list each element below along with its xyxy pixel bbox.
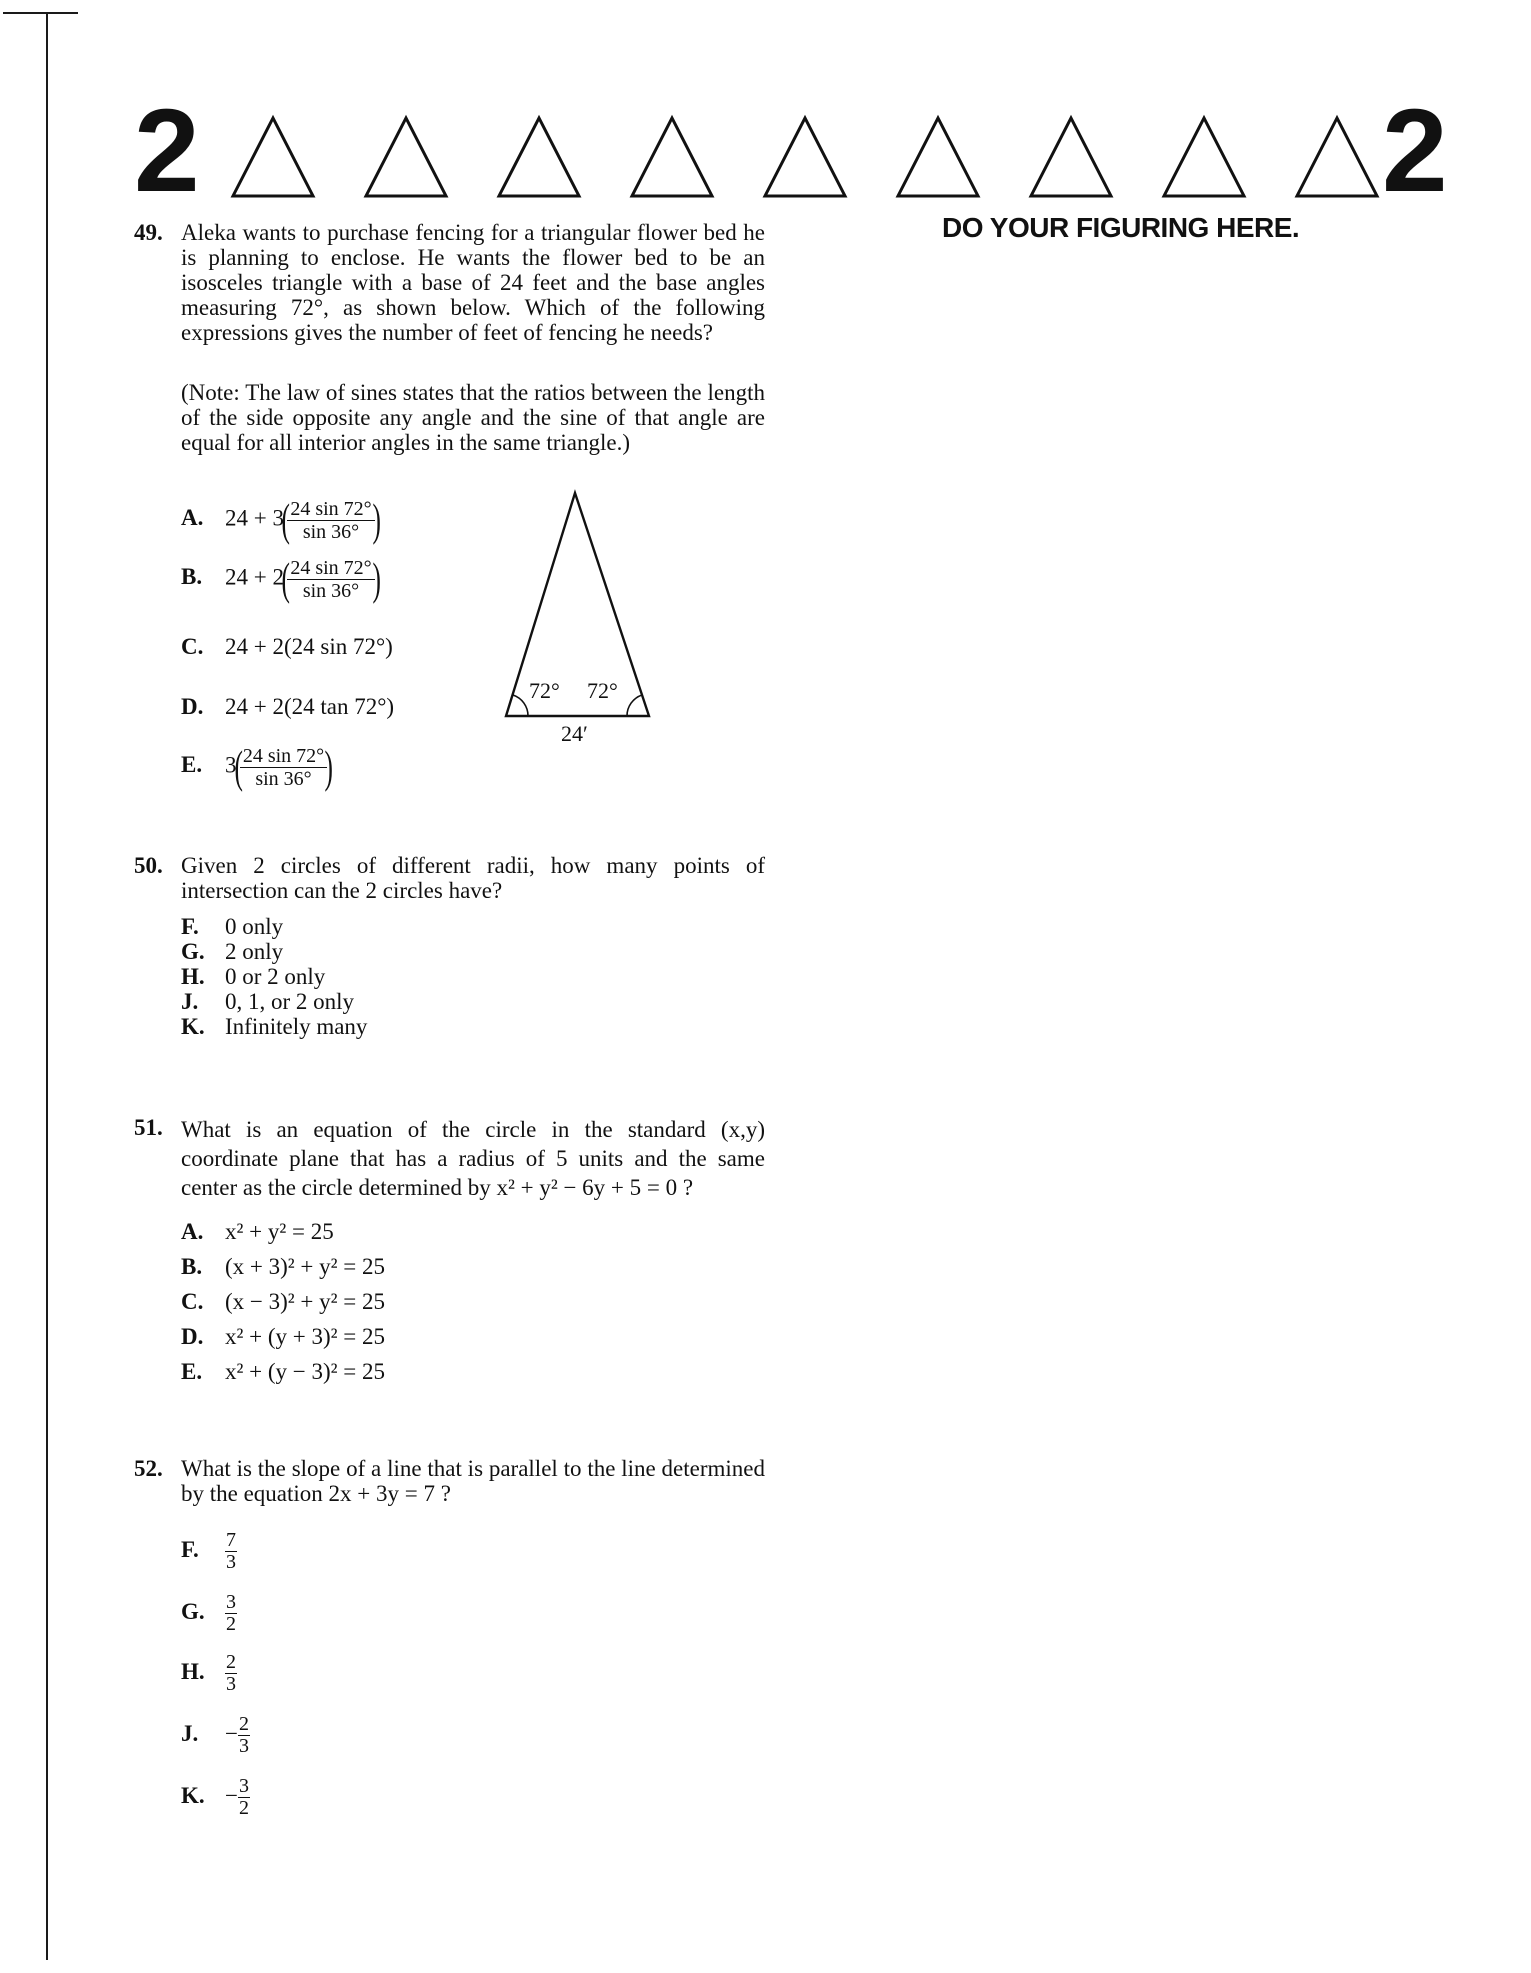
figuring-label: DO YOUR FIGURING HERE. bbox=[942, 212, 1300, 243]
option-49-e[interactable] bbox=[181, 741, 334, 792]
option-label: E. bbox=[181, 1359, 203, 1384]
right-paren: ) bbox=[372, 553, 381, 604]
left-angle-label: 72° bbox=[529, 678, 560, 703]
option-text: 2 only bbox=[225, 939, 284, 964]
fraction-denominator: 2 bbox=[238, 1797, 249, 1819]
fraction-denominator: 3 bbox=[238, 1735, 249, 1757]
option-51-e[interactable] bbox=[181, 1359, 385, 1384]
option-text: 0 or 2 only bbox=[225, 964, 326, 989]
option-text: 0 only bbox=[225, 914, 284, 939]
option-51-c[interactable] bbox=[181, 1289, 385, 1314]
fraction-numerator: 3 bbox=[238, 1775, 249, 1797]
header-triangle-icon bbox=[230, 114, 316, 200]
option-text: (x + 3)² + y² = 25 bbox=[225, 1254, 386, 1279]
option-51-a[interactable] bbox=[181, 1219, 334, 1244]
fraction-denominator: 3 bbox=[226, 1673, 236, 1695]
option-52-k[interactable] bbox=[181, 1776, 250, 1819]
option-text: (x − 3)² + y² = 25 bbox=[225, 1289, 386, 1314]
option-label: J. bbox=[181, 989, 199, 1014]
fraction-numerator: 24 sin 72° bbox=[287, 557, 374, 580]
option-label: B. bbox=[181, 564, 203, 590]
option-50-j[interactable] bbox=[181, 989, 354, 1014]
option-50-k[interactable] bbox=[181, 1014, 367, 1039]
option-fraction bbox=[240, 745, 327, 790]
left-paren: ( bbox=[281, 494, 290, 545]
option-label: G. bbox=[181, 939, 205, 964]
option-fraction bbox=[225, 1530, 237, 1573]
option-label: B. bbox=[181, 1254, 203, 1279]
header-triangle-icon bbox=[895, 114, 981, 200]
option-label: G. bbox=[181, 1598, 205, 1624]
left-angle-arc bbox=[513, 695, 528, 716]
question-49-text: Aleka wants to purchase fencing for a triangular flower bed he is planning to enclose. He wants the flower bed to be an isosceles triangle with a base of 24 feet and the base angles measuring 72°, as shown below. Which of the following expressions gives the number of feet of fencing he needs? bbox=[181, 220, 765, 345]
header-triangle-icon bbox=[363, 114, 449, 200]
option-label: J. bbox=[181, 1720, 199, 1746]
left-margin-line bbox=[46, 12, 48, 1960]
option-52-g[interactable] bbox=[181, 1592, 237, 1635]
isosceles-triangle-figure bbox=[495, 485, 665, 750]
option-label: F. bbox=[181, 1536, 199, 1562]
option-49-c[interactable] bbox=[181, 634, 393, 659]
question-49-number: 49. bbox=[134, 220, 163, 245]
option-label: K. bbox=[181, 1014, 205, 1039]
option-fraction bbox=[238, 1714, 250, 1757]
option-49-a[interactable] bbox=[181, 494, 381, 545]
fraction-numerator: 24 sin 72° bbox=[287, 498, 374, 521]
option-50-h[interactable] bbox=[181, 964, 325, 989]
option-sign: − bbox=[225, 1720, 238, 1746]
option-text: x² + y² = 25 bbox=[225, 1219, 334, 1244]
option-label: H. bbox=[181, 1658, 205, 1684]
base-length-label: 24′ bbox=[561, 721, 588, 746]
option-text: Infinitely many bbox=[225, 1014, 368, 1039]
header-triangle-icon bbox=[1161, 114, 1247, 200]
header-triangle-icon bbox=[629, 114, 715, 200]
header-triangle-icon bbox=[1294, 114, 1380, 200]
option-fraction bbox=[238, 1776, 250, 1819]
option-50-f[interactable] bbox=[181, 914, 283, 939]
option-fraction bbox=[287, 498, 374, 543]
option-label: A. bbox=[181, 505, 204, 531]
option-label: H. bbox=[181, 964, 205, 989]
option-label: E. bbox=[181, 752, 203, 778]
option-fraction bbox=[225, 1592, 237, 1635]
option-52-j[interactable] bbox=[181, 1714, 250, 1757]
option-label: F. bbox=[181, 914, 199, 939]
option-sign: − bbox=[225, 1782, 238, 1808]
option-label: K. bbox=[181, 1782, 205, 1808]
question-50-number: 50. bbox=[134, 853, 163, 878]
option-label: D. bbox=[181, 694, 204, 719]
left-paren: ( bbox=[233, 741, 243, 792]
fraction-denominator: 2 bbox=[226, 1613, 236, 1635]
header-triangle-icon bbox=[762, 114, 848, 200]
option-prefix: 3 bbox=[225, 752, 237, 778]
option-52-h[interactable] bbox=[181, 1652, 237, 1695]
option-label: C. bbox=[181, 634, 204, 659]
option-label: D. bbox=[181, 1324, 204, 1349]
fraction-numerator: 24 sin 72° bbox=[240, 745, 327, 768]
option-51-d[interactable] bbox=[181, 1324, 385, 1349]
question-51-number: 51. bbox=[134, 1115, 163, 1140]
question-52-number: 52. bbox=[134, 1456, 163, 1481]
option-fraction bbox=[225, 1652, 237, 1695]
option-fraction bbox=[287, 557, 374, 602]
fraction-numerator: 2 bbox=[238, 1713, 249, 1735]
fraction-denominator: sin 36° bbox=[255, 767, 312, 790]
option-text: x² + (y + 3)² = 25 bbox=[225, 1324, 386, 1349]
section-number-left: 2 bbox=[134, 85, 200, 217]
right-paren: ) bbox=[324, 741, 334, 792]
question-50-text: Given 2 circles of different radii, how many points of intersection can the 2 circles have? bbox=[181, 853, 765, 903]
option-prefix: 24 + 3 bbox=[225, 505, 284, 531]
fraction-denominator: sin 36° bbox=[302, 520, 360, 543]
option-text: 0, 1, or 2 only bbox=[225, 989, 355, 1014]
fraction-denominator: sin 36° bbox=[302, 579, 360, 602]
option-49-d[interactable] bbox=[181, 694, 394, 719]
fraction-numerator: 7 bbox=[226, 1529, 236, 1551]
header-triangle-icon bbox=[1028, 114, 1114, 200]
right-angle-arc bbox=[627, 695, 642, 716]
fraction-denominator: 3 bbox=[226, 1551, 236, 1573]
option-text: 24 + 2(24 tan 72°) bbox=[225, 694, 395, 719]
question-52-text: What is the slope of a line that is parallel to the line determined by the equation 2x + 3y = 7 ? bbox=[181, 1456, 765, 1506]
header-triangle-icon bbox=[496, 114, 582, 200]
margin-tick bbox=[3, 12, 78, 14]
fraction-numerator: 2 bbox=[226, 1651, 236, 1673]
option-49-b[interactable] bbox=[181, 553, 381, 604]
question-51-text: What is an equation of the circle in the standard (x,y) coordinate plane that has a radius of 5 units and the same center as the circle determined by x² + y² − 6y + 5 = 0 ? bbox=[181, 1117, 765, 1200]
option-text: x² + (y − 3)² = 25 bbox=[225, 1359, 386, 1384]
option-text: 24 + 2(24 sin 72°) bbox=[225, 634, 393, 659]
right-angle-label: 72° bbox=[587, 678, 618, 703]
left-paren: ( bbox=[281, 553, 290, 604]
triangle-row bbox=[230, 114, 1380, 200]
question-49-note: (Note: The law of sines states that the ratios between the length of the side opposite any angle and the sine of that angle are equal for all interior angles in the same triangle.) bbox=[181, 380, 765, 455]
option-50-g[interactable] bbox=[181, 939, 283, 964]
option-52-f[interactable] bbox=[181, 1530, 237, 1573]
option-prefix: 24 + 2 bbox=[225, 564, 284, 590]
section-number-right: 2 bbox=[1382, 85, 1448, 217]
right-paren: ) bbox=[372, 494, 381, 545]
option-label: A. bbox=[181, 1219, 204, 1244]
option-51-b[interactable] bbox=[181, 1254, 385, 1279]
triangle-outline bbox=[506, 493, 649, 716]
option-label: C. bbox=[181, 1289, 204, 1314]
fraction-numerator: 3 bbox=[226, 1591, 236, 1613]
